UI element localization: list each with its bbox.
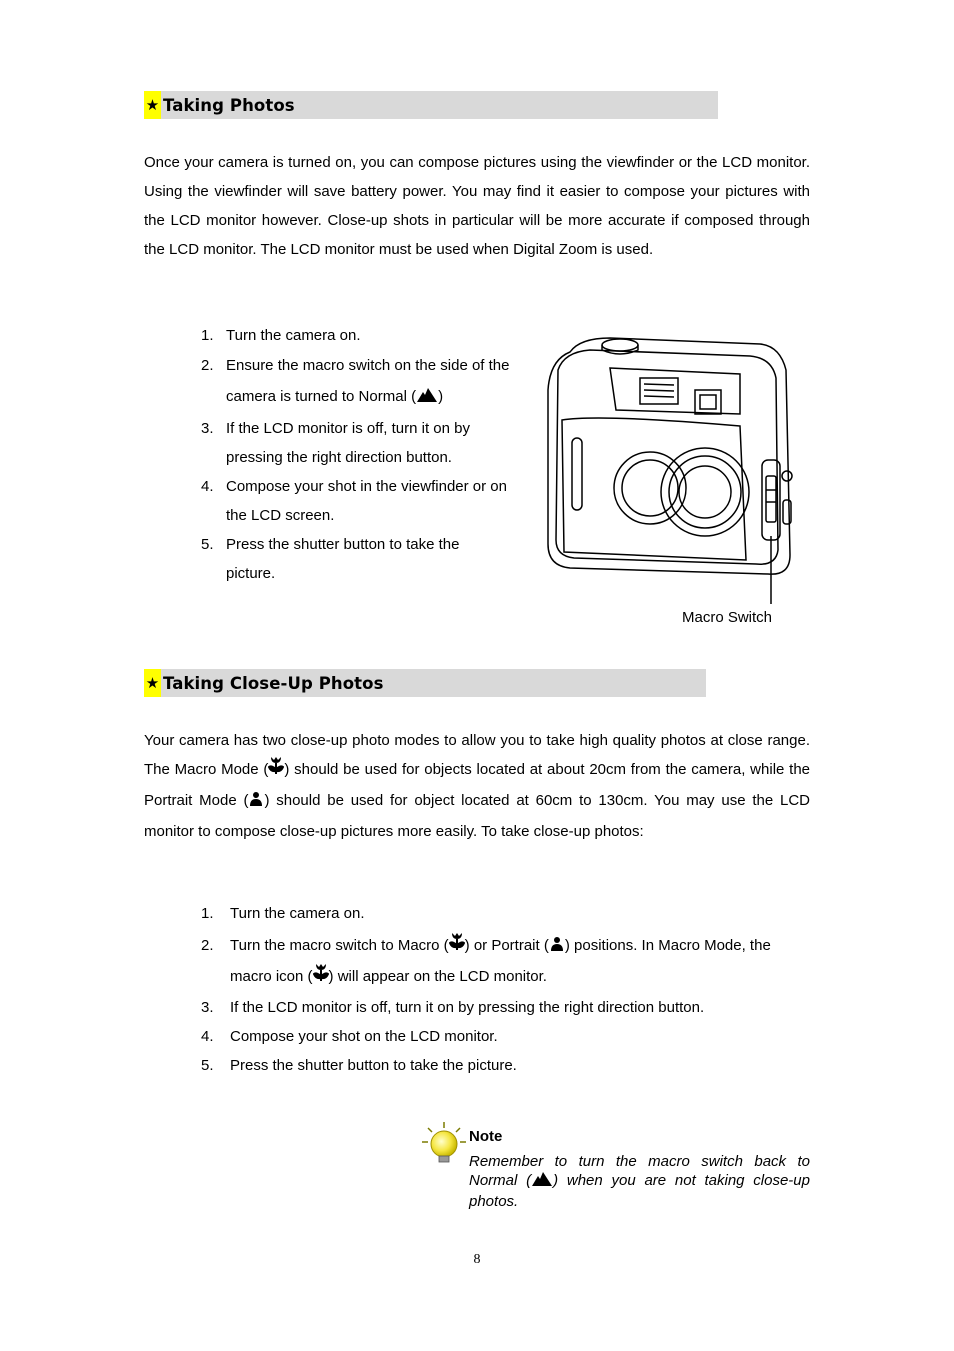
lightbulb-icon <box>420 1120 468 1168</box>
page-number: 8 <box>473 1252 481 1267</box>
step-text: Ensure the macro switch on the side of the camera is turned to Normal ( ) <box>226 350 511 414</box>
section-title: Taking Photos <box>163 95 295 115</box>
list-item <box>201 928 811 993</box>
step-text: Press the shutter button to take the picture. <box>230 1057 517 1074</box>
step-number: 4. <box>201 1028 214 1045</box>
star-icon: ★ <box>144 91 161 119</box>
step-text: Turn the camera on. <box>226 327 361 344</box>
camera-illustration <box>540 330 802 610</box>
step-number: 5. <box>201 1057 214 1074</box>
step-text: Turn the camera on. <box>230 905 365 922</box>
step-number: 2. <box>201 357 214 374</box>
list-item <box>201 1022 811 1051</box>
step-number: 5. <box>201 536 214 553</box>
list-item <box>201 321 511 350</box>
flower-icon <box>313 963 329 993</box>
step-text: Turn the macro switch to Macro ( ) or Portrait ( ) positions. In Macro Mode, the macro icon ( ) will appear on the LCD monitor. <box>230 931 811 993</box>
flower-icon <box>449 932 465 962</box>
mountain-icon <box>531 1171 553 1192</box>
step-number: 2. <box>201 937 214 954</box>
step-text: If the LCD monitor is off, turn it on by pressing the right direction button. <box>230 999 705 1016</box>
step-text: Press the shutter button to take the picture. <box>226 536 460 582</box>
step-number: 1. <box>201 327 214 344</box>
section-title: Taking Close-Up Photos <box>163 673 384 693</box>
step-number: 4. <box>201 478 214 495</box>
list-item <box>201 899 811 928</box>
step-number: 3. <box>201 420 214 437</box>
close-up-intro-paragraph <box>144 726 810 846</box>
intro-text: Once your camera is turned on, you can compose pictures using the viewfinder or the LCD monitor. Using the viewfinder will save battery power. You may find it easier to compose your pictures with the LCD monitor however. Close-up shots in particular will be more accurate if composed through the LCD monitor. The LCD monitor must be used when Digital Zoom is used. <box>144 154 810 258</box>
macro-switch-label: Macro Switch <box>682 609 773 626</box>
section-header-close-up-photos <box>144 669 706 697</box>
mountain-icon <box>416 383 438 414</box>
list-item <box>201 1051 811 1080</box>
step-text: Compose your shot on the LCD monitor. <box>230 1028 498 1045</box>
step-number: 1. <box>201 905 214 922</box>
step-text: Compose your shot in the viewfinder or on the LCD screen. <box>226 478 507 524</box>
list-item <box>201 414 511 472</box>
step-number: 3. <box>201 999 214 1016</box>
flower-icon <box>268 756 284 786</box>
intro-paragraph <box>144 148 810 264</box>
person-icon <box>248 788 264 817</box>
list-item <box>201 472 511 530</box>
section-header-taking-photos <box>144 91 718 119</box>
person-icon <box>549 933 565 962</box>
list-item <box>201 350 511 414</box>
close-up-intro-text: Your camera has two close-up photo modes to allow you to take high quality photos at close range. The Macro Mode ( ) should be used for objects located at about 20cm from the camera, while the Portrait Mode ( ) should be used for object located at 60cm to 130cm. You may use the LCD monitor to compose close-up pictures more easily. To take close-up photos: <box>144 732 811 840</box>
star-icon: ★ <box>144 669 161 697</box>
list-item <box>201 530 511 588</box>
note-body: Remember to turn the macro switch back to Normal ( ) when you are not taking close-up photos. <box>469 1153 810 1210</box>
close-up-steps-list <box>201 899 811 1080</box>
step-text: If the LCD monitor is off, turn it on by pressing the right direction button. <box>226 420 470 466</box>
steps-list <box>201 321 511 588</box>
note-title: Note <box>469 1128 503 1145</box>
list-item <box>201 993 811 1022</box>
